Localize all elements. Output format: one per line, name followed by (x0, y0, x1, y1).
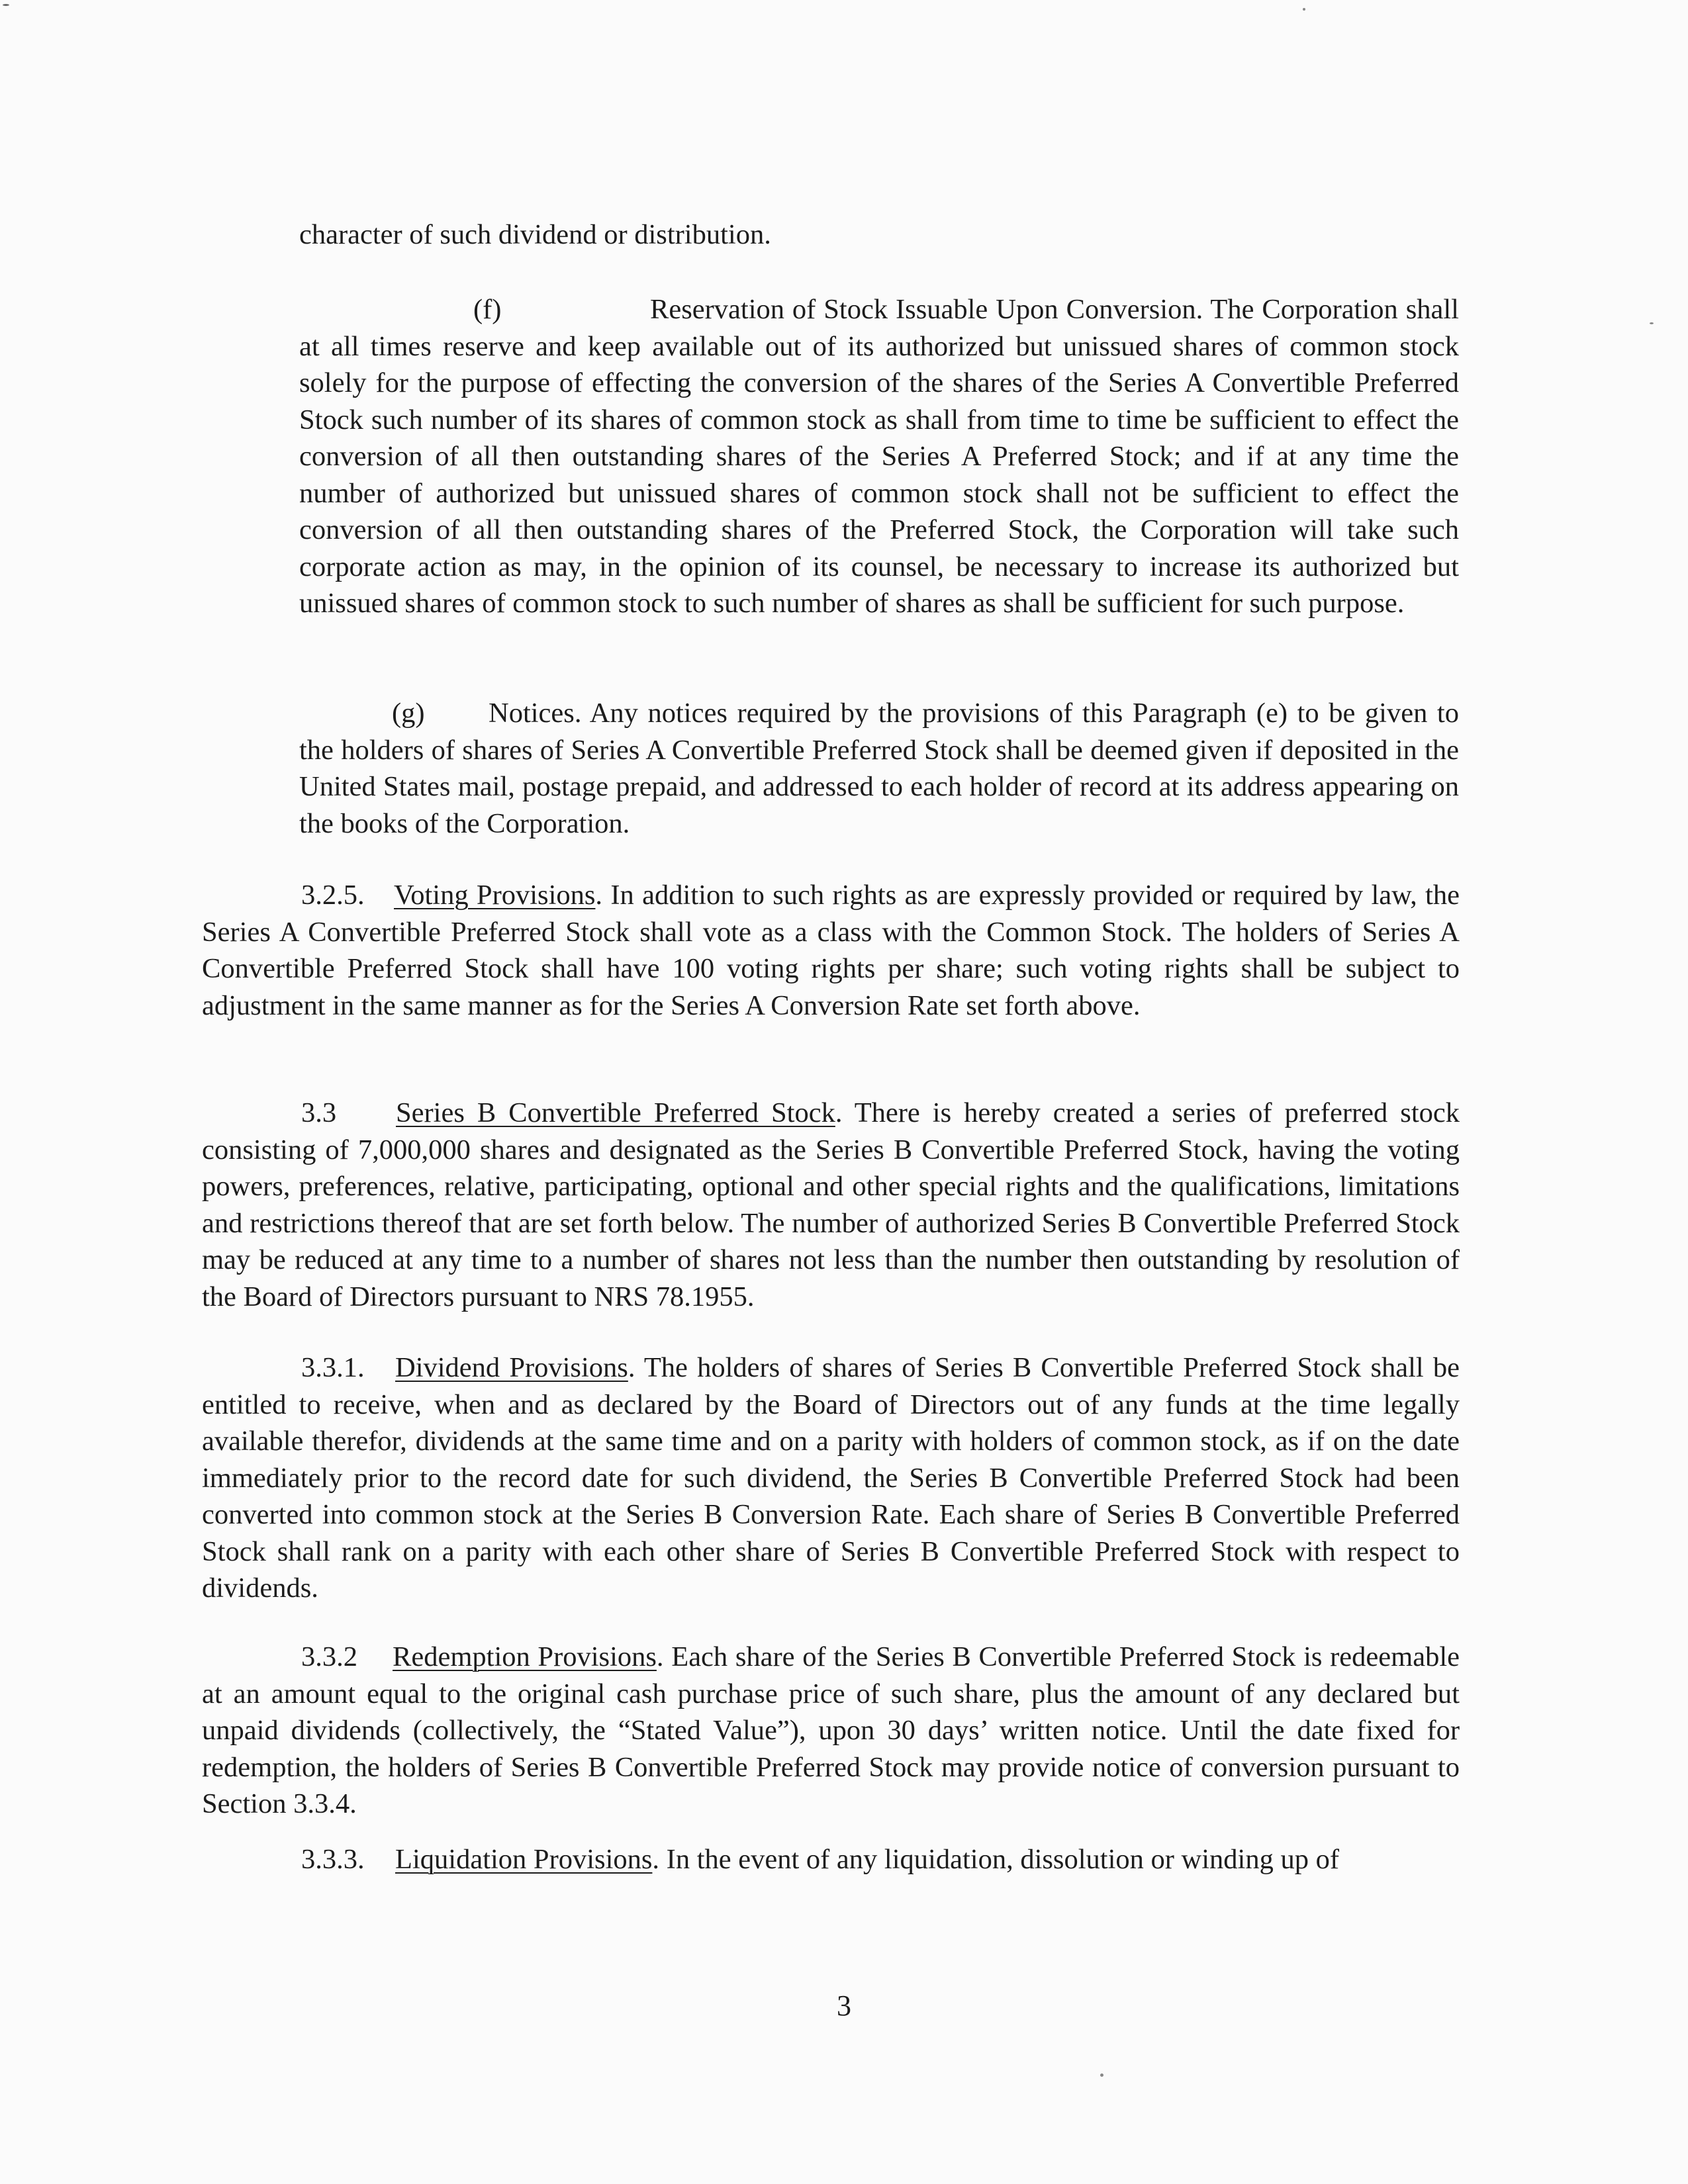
continuation-paragraph: character of such dividend or distribution. (299, 219, 771, 250)
section-3-3-2-text: . Each share of the Series B Convertible Preferred Stock is redeemable at an amount equal to the original cash purchase price of such share, plus the amount of any declared but unpaid dividends (collectively, the “Stated Value”), upon 30 days’ written notice. Until the date fixed for redemption, the holders of Series B Convertible Preferred Stock may provide notice of conversion pursuant to Section 3.3.4. (202, 1641, 1460, 1819)
section-3-2-5-text: . In addition to such rights as are expressly provided or required by law, the Series A Convertible Preferred Stock shall vote as a class with the Common Stock. The holders of Series A Convertible Preferred Stock shall have 100 voting rights per share; such voting rights shall be subject to adjustment in the same manner as for the Series A Conversion Rate set forth above. (202, 880, 1460, 1021)
page-number: 3 (837, 1989, 851, 2022)
section-f-paragraph (299, 291, 1459, 622)
section-3-3-3-heading: Liquidation Provisions (395, 1844, 653, 1875)
section-g-label: (g) (392, 698, 425, 729)
section-f-label: (f) (473, 294, 502, 325)
section-3-3-2-number: 3.3.2 (301, 1641, 357, 1672)
section-3-3-1-text: . The holders of shares of Series B Convertible Preferred Stock shall be entitled to receive, when and as declared by the Board of Directors out of any funds at the time legally available therefor, dividends at the same time and on a parity with holders of common stock, as if on the date immediately prior to the record date for such dividend, the Series B Convertible Preferred Stock had been converted into common stock at the Series B Conversion Rate. Each share of Series B Convertible Preferred Stock shall rank on a parity with each other share of Series B Convertible Preferred Stock with respect to dividends. (202, 1352, 1460, 1604)
scan-speck (1100, 2073, 1103, 2077)
section-3-3-3-number: 3.3.3. (301, 1844, 365, 1875)
section-f-text: Reservation of Stock Issuable Upon Conversion. The Corporation shall at all times reserve and keep available out of its authorized but unissued shares of common stock solely for the purpose of effecting the conversion of the shares of the Series A Convertible Preferred Stock such number of its shares of common stock as shall from time to time be sufficient to effect the conversion of all then outstanding shares of the Series A Preferred Stock; and if at any time the number of authorized but unissued shares of common stock shall not be sufficient to effect the conversion of all then outstanding shares of the Preferred Stock, the Corporation will take such corporate action as may, in the opinion of its counsel, be necessary to increase its authorized but unissued shares of common stock to such number of shares as shall be sufficient for such purpose. (299, 294, 1459, 619)
section-3-3-1-number: 3.3.1. (301, 1352, 365, 1383)
section-3-3-text: . There is hereby created a series of preferred stock consisting of 7,000,000 shares and designated as the Series B Convertible Preferred Stock, having the voting powers, preferences, relative, participating, optional and other special rights and the qualifications, limitations and restrictions thereof that are set forth below. The number of authorized Series B Convertible Preferred Stock may be reduced at any time to a number of shares not less than the number then outstanding by resolution of the Board of Directors pursuant to NRS 78.1955. (202, 1097, 1460, 1312)
scan-speck (1650, 322, 1654, 324)
section-g-paragraph (299, 695, 1459, 842)
scan-speck (1303, 8, 1305, 11)
section-3-3-number: 3.3 (301, 1097, 337, 1128)
section-3-3-1-heading: Dividend Provisions (395, 1352, 628, 1383)
section-3-3-3-text: . In the event of any liquidation, dissolution or winding up of (652, 1844, 1339, 1875)
section-3-2-5-heading: Voting Provisions (394, 880, 596, 911)
section-3-3-2-paragraph (202, 1639, 1460, 1823)
section-3-2-5-number: 3.2.5. (301, 880, 365, 911)
section-g-text: Notices. Any notices required by the provisions of this Paragraph (e) to be given to the holders of shares of Series A Convertible Preferred Stock shall be deemed given if deposited in the United States mail, postage prepaid, and addressed to each holder of record at its address appearing on the books of the Corporation. (299, 698, 1459, 839)
section-3-3-3-paragraph (202, 1841, 1460, 1878)
section-3-3-paragraph (202, 1095, 1460, 1315)
section-3-3-heading: Series B Convertible Preferred Stock (396, 1097, 835, 1128)
section-3-2-5-paragraph (202, 877, 1460, 1024)
section-3-3-1-paragraph (202, 1349, 1460, 1607)
scan-speck (3, 4, 9, 6)
section-3-3-2-heading: Redemption Provisions (393, 1641, 657, 1672)
